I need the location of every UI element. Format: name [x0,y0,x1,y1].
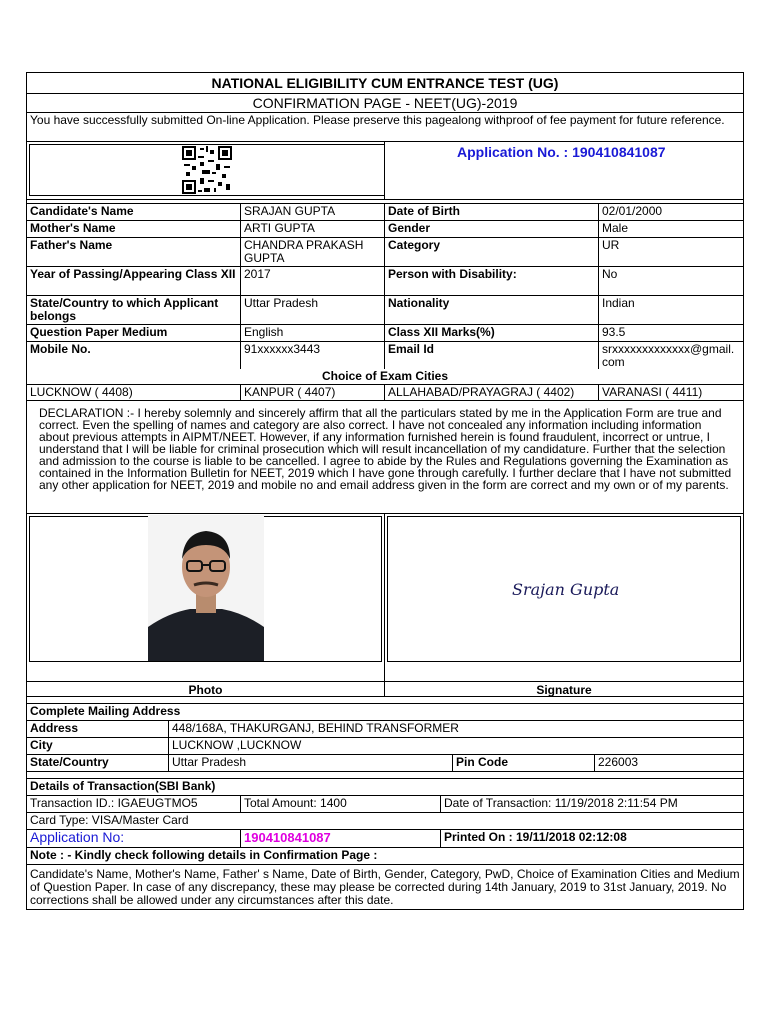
application-number: Application No. : 190410841087 [457,144,666,160]
detail-label: Candidate's Name [27,204,241,220]
signature-cell [385,514,743,681]
photo-signature-row [27,514,743,682]
email-value: srxxxxxxxxxxxxx@gmail.com [602,342,735,369]
note-heading: Note : - Kindly check following details in Confirmation Page : [30,848,378,862]
detail-label: Email Id [385,342,599,369]
photo-box [29,516,382,662]
note-row [27,865,743,909]
detail-label: Category [385,238,599,266]
photo-signature-labels [27,682,743,697]
exam-city: KANPUR ( 4407) [241,385,385,400]
card-row [27,813,743,830]
detail-value: SRAJAN GUPTA [241,204,385,220]
detail-value: CHANDRA PRAKASH GUPTA [241,238,385,266]
state-row [27,755,743,772]
detail-label: Question Paper Medium [27,325,241,341]
pin-label: Pin Code [453,755,595,771]
detail-row [27,267,743,296]
city-label: City [27,738,169,754]
detail-value: 93.5 [602,325,626,339]
application-footer-value: 190410841087 [241,830,441,847]
application-footer-label: Application No: [27,830,241,847]
spacer-row [27,697,743,704]
photo-label: Photo [27,682,385,696]
detail-value: Indian [602,296,635,310]
detail-value: 91xxxxxx3443 [241,342,385,369]
exam-cities-heading-row [27,369,743,385]
detail-value: 2017 [241,267,385,295]
declaration-row [27,401,743,514]
subtitle-row [27,94,743,113]
transaction-amount: Total Amount: 1400 [241,796,441,812]
detail-label: State/Country to which Applicant belongs [27,296,241,324]
exam-city: VARANASI ( 4411) [602,385,703,399]
city-value: LUCKNOW ,LUCKNOW [172,738,302,752]
state-value: Uttar Pradesh [169,755,453,771]
card-type: Card Type: VISA/Master Card [30,813,189,827]
detail-value: No [602,267,618,281]
photo-cell [27,514,385,681]
page-title: NATIONAL ELIGIBILITY CUM ENTRANCE TEST (UG) [211,75,559,91]
note-text: Candidate's Name, Mother's Name, Father' s Name, Date of Birth, Gender, Category, PwD, Choice of Examination Cities and Medium of Question Paper. In case of any discrepancy, these may please be corrected during 14th January, 2019 to 31st January, 2019. No corrections shall be allowed under any circumstances after this date. [30,867,740,907]
detail-value: 02/01/2000 [602,204,663,218]
qr-row [27,142,743,200]
signature-image [504,569,624,609]
page-subtitle: CONFIRMATION PAGE - NEET(UG)-2019 [252,95,518,111]
detail-value: UR [602,238,620,252]
detail-label: Gender [385,221,599,237]
detail-label: Date of Birth [385,204,599,220]
detail-label: Year of Passing/Appearing Class XII [27,267,241,295]
transaction-id: Transaction ID.: IGAEUGTMO5 [27,796,241,812]
qr-box [29,144,385,196]
detail-row [27,325,743,342]
svg-text:Srajan Gupta: Srajan Gupta [512,580,620,599]
transaction-heading-row [27,779,743,796]
detail-row [27,238,743,267]
detail-label: Father's Name [27,238,241,266]
declaration-text: DECLARATION :- I hereby solemnly and sincerely affirm that all the particulars stated by me in the Application Form are true and correct. Even the spelling of names and category are also correct. I have not concealed any information including information about previous attempts in AIPMT/NEET. However, if any information furnished herein is found fraudulent, incorrect or untrue, I understand that I will be liable for criminal prosecution which will result incancellation of my candidature. Further that the selection and admission to the course is liable to be cancelled. I agree to abide by the Rules and Regulations governing the Examination as contained in the Information Bulletin for NEET, 2019 which I have gone through carefully. I further declare that I have not submitted any other application for NEET, 2019 and mobile no and email address given in the form are correct and my own or of my parents. [39,406,732,492]
intro-row [27,113,743,142]
address-row [27,721,743,738]
detail-row [27,296,743,325]
qr-cell [27,142,385,199]
transaction-row [27,796,743,813]
signature-label: Signature [536,683,592,696]
application-number-cell [385,142,743,199]
candidate-details [27,204,743,369]
detail-value: English [241,325,385,341]
detail-row [27,221,743,238]
detail-row [27,204,743,221]
address-heading-row [27,704,743,721]
detail-value: ARTI GUPTA [241,221,385,237]
spacer-row [27,772,743,779]
detail-value: Male [602,221,629,235]
transaction-date: Date of Transaction: 11/19/2018 2:11:54 PM [444,796,678,810]
exam-cities-heading: Choice of Exam Cities [321,369,449,383]
detail-label: Class XII Marks(%) [385,325,599,341]
transaction-heading: Details of Transaction(SBI Bank) [30,779,216,793]
confirmation-page [26,72,744,910]
state-label: State/Country [27,755,169,771]
detail-label: Nationality [385,296,599,324]
candidate-photo [148,515,264,661]
detail-value: Uttar Pradesh [241,296,385,324]
printed-on: Printed On : 19/11/2018 02:12:08 [444,830,627,844]
qr-code-icon [182,146,232,194]
detail-label: Person with Disability: [385,267,599,295]
address-heading: Complete Mailing Address [30,704,181,718]
intro-text: You have successfully submitted On-line Application. Please preserve this pagealong withproof of fee payment for future reference. [30,113,725,127]
application-footer-row [27,830,743,848]
detail-row [27,342,743,369]
title-row [27,73,743,94]
exam-city: LUCKNOW ( 4408) [27,385,241,400]
detail-label: Mobile No. [27,342,241,369]
detail-label: Mother's Name [27,221,241,237]
city-row [27,738,743,755]
signature-box [387,516,741,662]
exam-city: ALLAHABAD/PRAYAGRAJ ( 4402) [385,385,599,400]
note-heading-row [27,848,743,865]
address-label: Address [27,721,169,737]
pin-value: 226003 [598,755,639,769]
exam-cities-row [27,385,743,401]
address-value: 448/168A, THAKURGANJ, BEHIND TRANSFORMER [172,721,459,735]
